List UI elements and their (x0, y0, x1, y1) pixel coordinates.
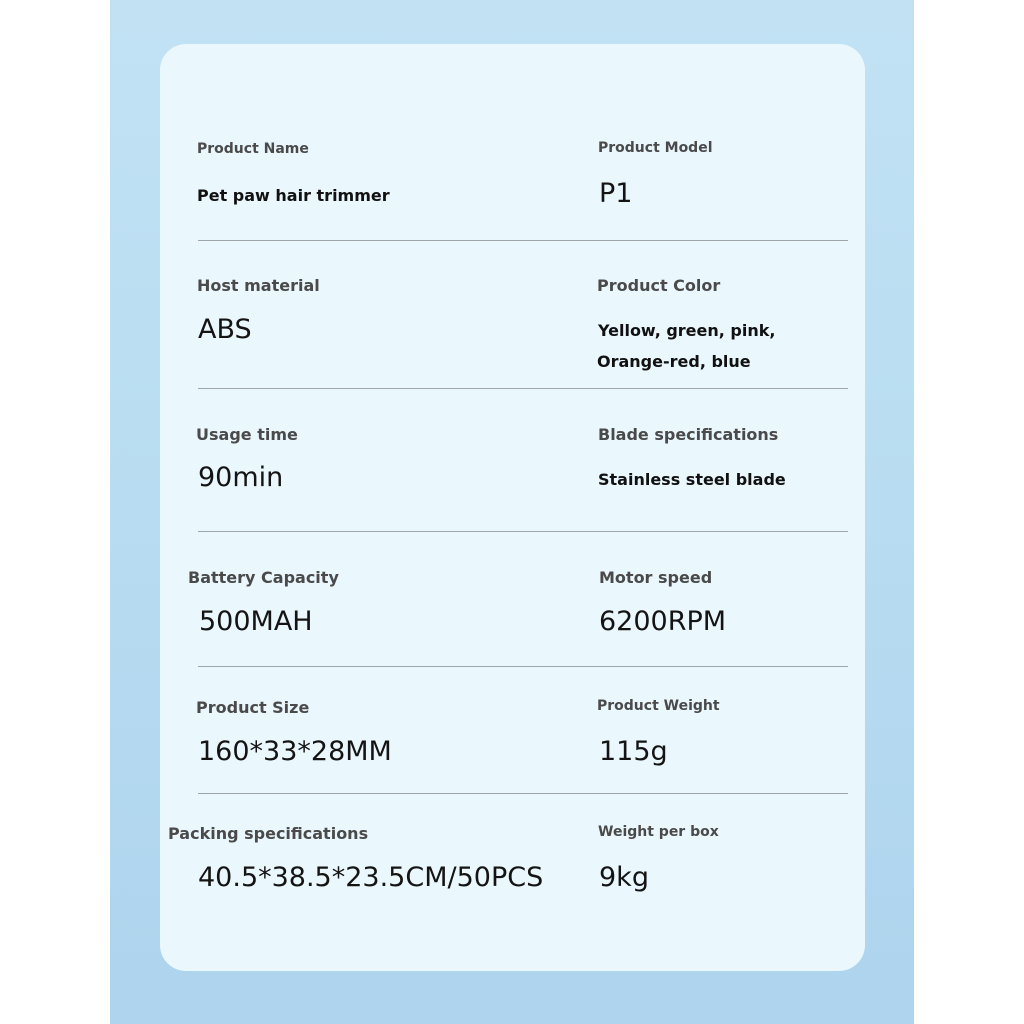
packing-specifications-value: 40.5*38.5*23.5CM/50PCS (198, 862, 544, 893)
battery-capacity-value: 500MAH (199, 606, 313, 637)
host-material-value: ABS (198, 314, 252, 345)
motor-speed-label: Motor speed (599, 568, 713, 587)
motor-speed-value: 6200RPM (599, 606, 727, 637)
usage-time-value: 90min (198, 462, 284, 493)
product-name-label: Product Name (197, 141, 309, 157)
product-color-value-line1: Yellow, green, pink, (598, 321, 776, 340)
usage-time-label: Usage time (196, 425, 298, 444)
packing-specifications-label: Packing specifications (168, 824, 369, 843)
product-size-label: Product Size (196, 698, 310, 717)
weight-per-box-label: Weight per box (598, 824, 719, 840)
divider (198, 793, 848, 794)
product-name-value: Pet paw hair trimmer (197, 186, 390, 205)
product-model-value: P1 (599, 178, 633, 209)
blade-specifications-label: Blade specifications (598, 425, 779, 444)
product-color-value-line2: Orange-red, blue (597, 352, 751, 371)
host-material-label: Host material (197, 276, 320, 295)
divider (198, 388, 848, 389)
divider (198, 240, 848, 241)
divider (198, 531, 848, 532)
product-size-value: 160*33*28MM (198, 736, 392, 767)
weight-per-box-value: 9kg (599, 862, 649, 893)
product-weight-label: Product Weight (597, 698, 720, 714)
product-color-label: Product Color (597, 276, 721, 295)
blade-specifications-value: Stainless steel blade (598, 470, 786, 489)
product-weight-value: 115g (599, 736, 668, 767)
battery-capacity-label: Battery Capacity (188, 568, 339, 587)
product-model-label: Product Model (598, 140, 713, 156)
divider (198, 666, 848, 667)
